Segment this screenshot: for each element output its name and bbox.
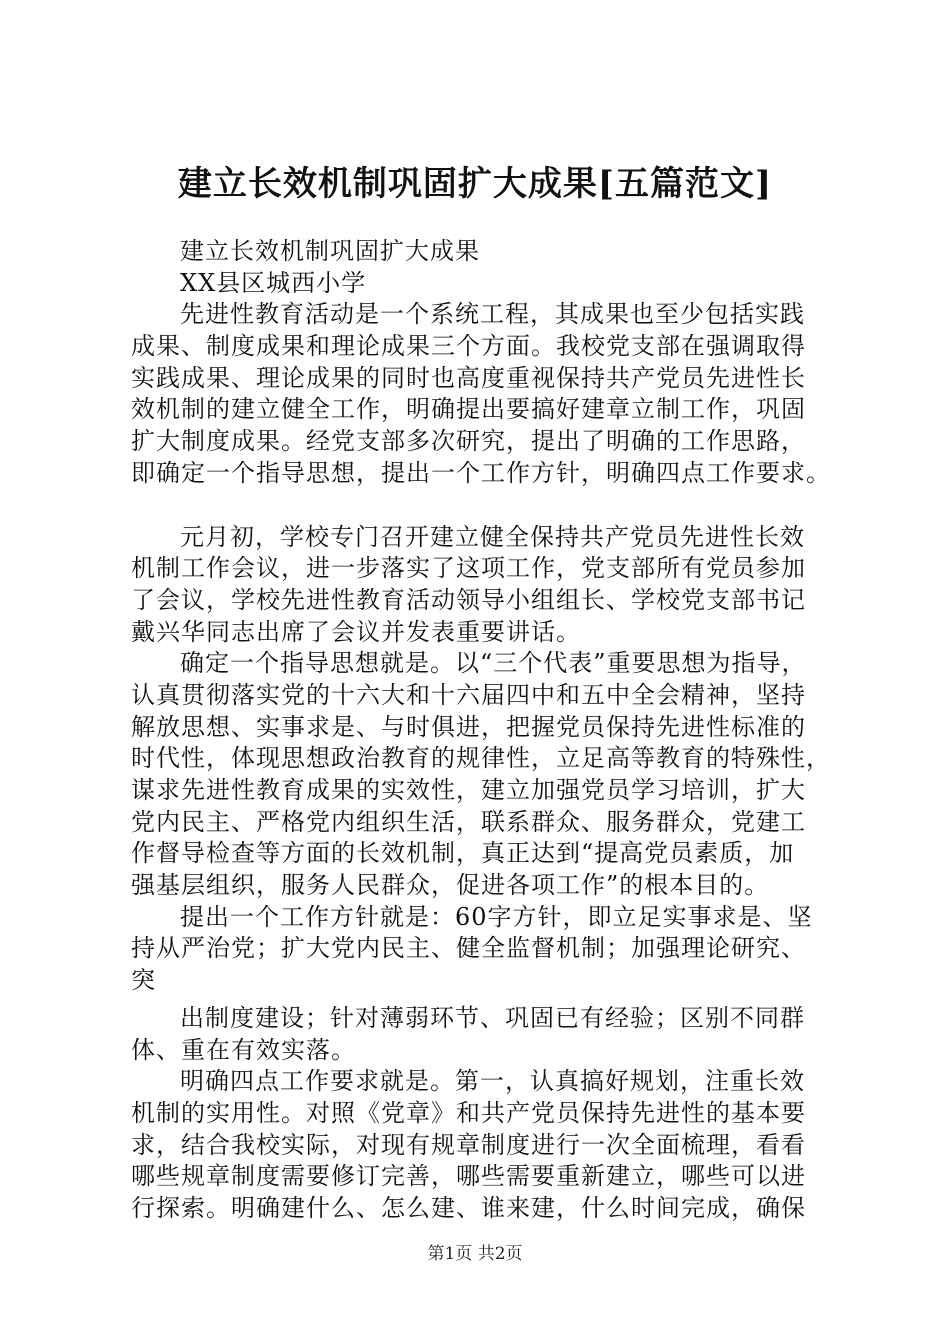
paragraph-line: 强基层组织，服务人民群众，促进各项工作”的根本目的。	[131, 871, 770, 900]
paragraph-line: 效机制的建立健全工作，明确提出要搞好建章立制工作，巩固	[131, 395, 806, 424]
paragraph-line: 成果、制度成果和理论成果三个方面。我校党支部在强调取得	[131, 332, 806, 361]
paragraph-line: 即确定一个指导思想，提出一个工作方针，明确四点工作要求。	[131, 458, 831, 487]
paragraph-line: 机制的实用性。对照《党章》和共产党员保持先进性的基本要	[131, 1098, 806, 1127]
paragraph-line: 实践成果、理论成果的同时也高度重视保持共产党员先进性长	[131, 363, 806, 392]
document-body	[131, 236, 831, 1225]
paragraph-line: 元月初，学校专门召开建立健全保持共产党员先进性长效	[180, 522, 805, 551]
paragraph-line: 认真贯彻落实党的十六大和十六届四中和五中全会精神，坚持	[131, 680, 806, 709]
page-footer: 第1页 共2页	[427, 1244, 523, 1264]
paragraph-line: 哪些规章制度需要修订完善，哪些需要重新建立，哪些可以进	[131, 1162, 806, 1191]
paragraph-line: 戴兴华同志出席了会议并发表重要讲话。	[131, 617, 581, 646]
paragraph-line: 作督导检查等方面的长效机制，真正达到“提高党员素质，加	[131, 839, 795, 868]
paragraph-line: 提出一个工作方针就是：60字方针，即立足实事求是、坚	[180, 902, 813, 931]
paragraph-line: 解放思想、实事求是、与时俱进，把握党员保持先进性标准的	[131, 712, 806, 741]
paragraph-line: 时代性，体现思想政治教育的规律性，立足高等教育的特殊性，	[131, 744, 831, 773]
paragraph-line: 了会议，学校先进性教育活动领导小组组长、学校党支部书记	[131, 585, 806, 614]
paragraph-line: 体、重在有效实落。	[131, 1035, 356, 1064]
document-title: 建立长效机制巩固扩大成果[五篇范文]	[177, 164, 773, 204]
paragraph-line: 突	[131, 966, 156, 995]
paragraph-line: 出制度建设；针对薄弱环节、巩固已有经验；区别不同群	[180, 1003, 805, 1032]
paragraph-gap	[131, 490, 831, 522]
paragraph-line: 党内民主、严格党内组织生活，联系群众、服务群众，党建工	[131, 807, 806, 836]
paragraph-line: 明确四点工作要求就是。第一，认真搞好规划，注重长效	[180, 1067, 805, 1096]
paragraph-line: 机制工作会议，进一步落实了这项工作，党支部所有党员参加	[131, 554, 806, 583]
school-name: XX县区城西小学	[180, 268, 367, 297]
document-subtitle: 建立长效机制巩固扩大成果	[180, 237, 480, 265]
paragraph-line: 求，结合我校实际，对现有规章制度进行一次全面梳理，看看	[131, 1130, 806, 1159]
paragraph-line: 谋求先进性教育成果的实效性，建立加强党员学习培训，扩大	[131, 776, 806, 804]
paragraph-line: 确定一个指导思想就是。以“三个代表”重要思想为指导，	[180, 649, 807, 678]
paragraph-line: 行探索。明确建什么、怎么建、谁来建，什么时间完成，确保	[131, 1193, 806, 1222]
paragraph-line: 扩大制度成果。经党支部多次研究，提出了明确的工作思路，	[131, 427, 806, 456]
paragraph-line: 持从严治党；扩大党内民主、健全监督机制；加强理论研究、	[131, 934, 806, 963]
paragraph-line: 先进性教育活动是一个系统工程，其成果也至少包括实践	[180, 300, 805, 329]
